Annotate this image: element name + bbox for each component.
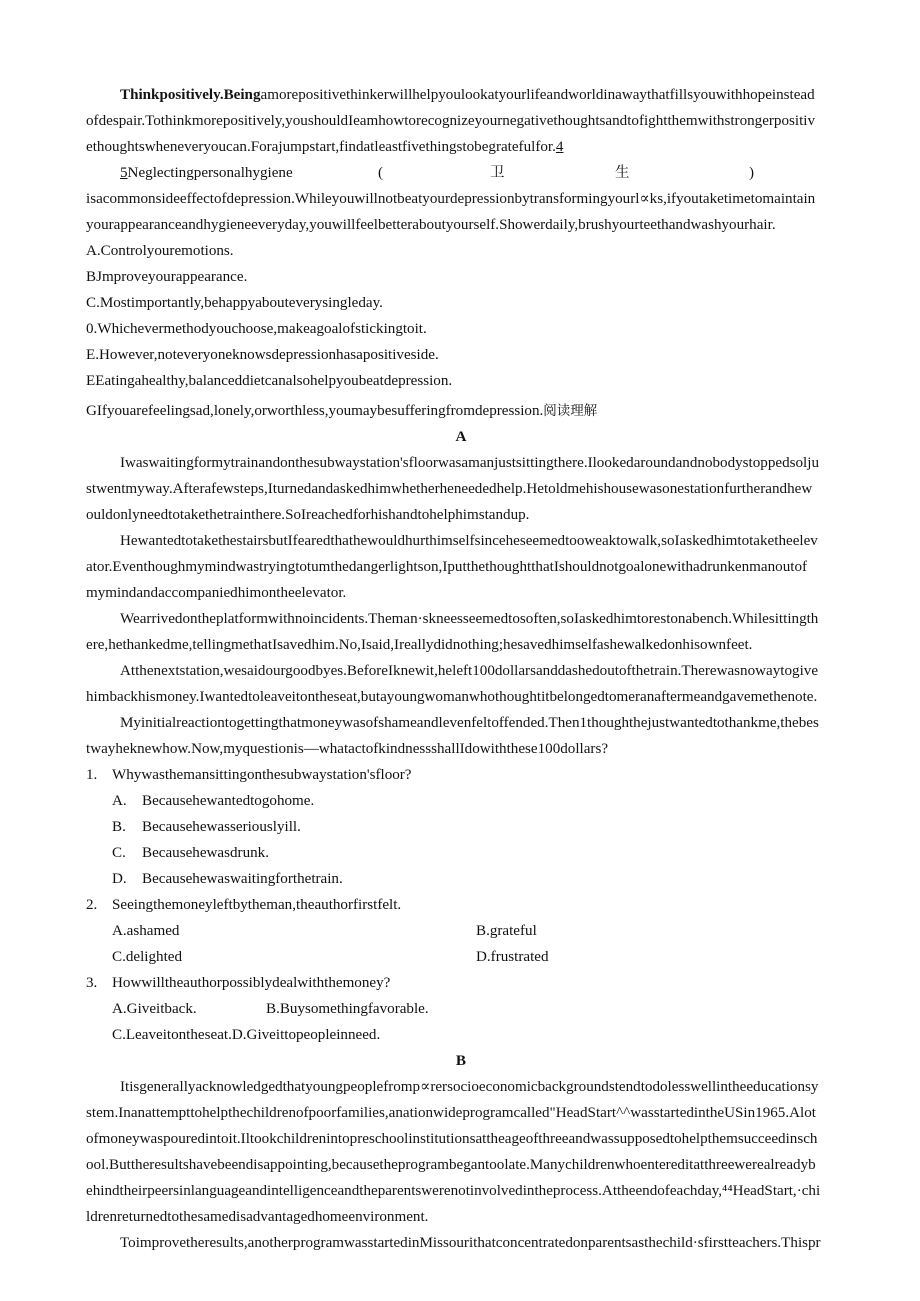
question-1-text: Whywasthemansittingonthesubwaystation'sfloor?	[112, 767, 412, 783]
intro-blank-4: 4	[555, 139, 564, 155]
question-3-number: 3.	[86, 975, 98, 991]
question-1-choice-c-letter: C.	[112, 845, 126, 861]
intro-line-1-rest: amorepositivethinkerwillhelpyoulookatyourlifeandworldinawaythatfillsyouwithhopeinstead	[260, 87, 815, 103]
passage-a-paragraph-4	[86, 658, 836, 710]
chinese-char-hygiene-2: 生	[615, 165, 630, 181]
passage-a-p1-line-1: Iwaswaitingformytrainandonthesubwaystation'sfloorwasamanjustsittingthere.Ilookedaroundandnobodystoppedsolju	[120, 455, 819, 471]
passage-a-p2-line-2: ator.Eventhoughmymindwastryingtotumthedangerlightson,IputthethoughtthatIshouldnotgoalonewithadrunkenmanoutof	[86, 559, 808, 575]
passage-a-p5-line-1: Myinitialreactiontogettingthatmoneywasofshameandlevenfeltoffended.Then1thoughthejustwantedtothankme,thebes	[120, 715, 819, 731]
intro-line-3-text: ethoughtswheneveryoucan.Forajumpstart,findatleastfivethingstobegratefulfor.	[86, 139, 556, 155]
hygiene-heading-label: Neglectingpersonalhygiene	[127, 165, 293, 181]
question-2	[86, 892, 836, 918]
question-2-choice-d[interactable]: D.frustrated	[476, 949, 549, 965]
hygiene-heading-row	[86, 160, 836, 186]
paren-close: )	[749, 165, 755, 181]
intro-line-1	[86, 82, 836, 108]
passage-a-p4-line-1: Atthenextstation,wesaidourgoodbyes.BeforeIknewit,heleft100dollarsanddashedoutofthetrain.Therewasnowaytogive	[120, 663, 819, 679]
passage-a-paragraph-3	[86, 606, 836, 658]
passage-a-p2-line-3: mymindandaccompaniedhimontheelevator.	[86, 585, 347, 601]
passage-a-paragraph-2	[86, 528, 836, 606]
chinese-label-reading-comprehension: 阅读理解	[543, 403, 598, 419]
question-2-choice-b[interactable]: B.grateful	[476, 923, 537, 939]
chinese-char-hygiene-1: 卫	[490, 165, 505, 181]
hygiene-blank-5: 5	[120, 165, 128, 181]
hygiene-heading-text	[120, 160, 293, 186]
question-1	[86, 762, 836, 788]
page-content	[86, 82, 836, 1256]
passage-a-p3-line-1: Wearrivedontheplatformwithnoincidents.Theman·skneesseemedtosoften,soIaskedhimtorestonabench.Whilesittingth	[120, 611, 819, 627]
cloze-option-e: E.However,noteveryoneknowsdepressionhasapositiveside.	[86, 347, 439, 363]
question-1-choice-c-text: Becausehewasdrunk.	[142, 845, 269, 861]
question-1-choice-a-text: Becausehewantedtogohome.	[142, 793, 315, 809]
passage-a-p3-line-2: ere,hethankedme,tellingmethatIsavedhim.No,Isaid,Ireallydidnothing;hesavedhimselfashewalkedonhisownfeet.	[86, 637, 753, 653]
passage-a-heading: A	[455, 428, 467, 445]
cloze-option-d: 0.Whichevermethodyouchoose,makeagoalofstickingtoit.	[86, 321, 427, 337]
question-1-choice-a[interactable]	[86, 788, 836, 814]
cloze-option-g	[86, 398, 836, 424]
question-1-choice-b-text: Becausehewasseriouslyill.	[142, 819, 301, 835]
passage-a-p1-line-3: ouldonlyneedtotakethetrainthere.SoIreachedforhishandtohelphimstandup.	[86, 507, 530, 523]
question-2-number: 2.	[86, 897, 98, 913]
question-2-text: Seeingthemoneyleftbytheman,theauthorfirstfelt.	[112, 897, 402, 913]
question-3-choice-row-2	[86, 1022, 836, 1048]
cloze-option-a: A.Controlyouremotions.	[86, 243, 234, 259]
passage-b-heading: B	[455, 1052, 467, 1069]
passage-b-p1-line-3: ofmoneywaspouredintoit.Iltookchildrenintopreschoolinstitutionsattheageofthreeandwassupposedtohelpthemsucceedinsch	[86, 1131, 818, 1147]
passage-a-paragraph-5	[86, 710, 836, 762]
passage-a-paragraph-1	[86, 450, 836, 528]
question-1-choice-a-letter: A.	[112, 793, 127, 809]
question-2-choice-c[interactable]: C.delighted	[112, 949, 183, 965]
hygiene-line-1: isacommonsideeffectofdepression.Whileyouwillnotbeatyourdepressionbytransformingyourl∝ks,ifyoutaketimetomaintain	[86, 191, 816, 207]
paren-open: (	[378, 165, 384, 181]
passage-b-p2-line-1: Toimprovetheresults,anotherprogramwasstartedinMissourithatconcentratedonparentsasthechild·sfirstteachers.Thispr	[120, 1235, 821, 1251]
passage-b-p1-line-5: ehindtheirpeersinlanguageandintelligenceandtheparentswerenotinvolvedintheprocess.Attheendofeachday,⁴⁴HeadStart,·chi	[86, 1183, 821, 1199]
passage-b-p1-line-1: Itisgenerallyacknowledgedthatyoungpeoplefromp∝rersocioeconomicbackgroundstendtodolesswellintheeducationsy	[120, 1079, 819, 1095]
question-1-choice-d-letter: D.	[112, 871, 127, 887]
question-1-number: 1.	[86, 767, 98, 783]
question-1-choice-c[interactable]	[86, 840, 836, 866]
intro-line-3	[86, 134, 836, 160]
question-3-choice-b[interactable]: B.Buysomethingfavorable.	[266, 1001, 429, 1017]
question-3	[86, 970, 836, 996]
question-1-choice-b-letter: B.	[112, 819, 126, 835]
passage-a-p5-line-2: twayheknewhow.Now,myquestionis—whatactofkindnessshallIdowiththese100dollars?	[86, 741, 609, 757]
cloze-option-b: BJmproveyourappearance.	[86, 269, 248, 285]
passage-b-paragraph-1	[86, 1074, 836, 1230]
question-2-choice-row-2	[86, 944, 836, 970]
hygiene-line-2: yourappearanceandhygieneeveryday,youwillfeelbetteraboutyourself.Showerdaily,brushyourteethandwashyourhair.	[86, 217, 776, 233]
question-1-choice-d-text: Becausehewaswaitingforthetrain.	[142, 871, 343, 887]
passage-b-p1-line-2: stem.Inanattempttohelpthechildrenofpoorfamilies,anationwideprogramcalled"HeadStart^^wasstartedintheUSin1965.Alot	[86, 1105, 816, 1121]
cloze-option-c: C.Mostimportantly,behappyabouteverysingleday.	[86, 295, 383, 311]
passage-a-p1-line-2: stwentmyway.Afterafewsteps,Iturnedandaskedhimwhetherheneededhelp.Hetoldmehishousewasonestationfurtherandhew	[86, 481, 813, 497]
intro-paragraph	[86, 82, 836, 160]
question-3-choice-cd[interactable]: C.Leaveitontheseat.D.Giveittopeopleinneed.	[112, 1027, 381, 1043]
passage-a-p2-line-1: HewantedtotakethestairsbutIfearedthathewouldhurthimselfsinceheseemedtooweaktowalk,soIaskedhimtotaketheelev	[120, 533, 818, 549]
cloze-option-g-text: GIfyouarefeelingsad,lonely,orworthless,youmaybesufferingfromdepression.	[86, 403, 544, 419]
intro-line-2: ofdespair.Tothinkmorepositively,youshouldIeamhowtorecognizeyournegativethoughtsandtofightthemwithstrongerpositiv	[86, 113, 816, 129]
passage-b-paragraph-2	[86, 1230, 836, 1256]
question-1-choice-d[interactable]	[86, 866, 836, 892]
intro-lead-bold: Thinkpositively.Being	[120, 87, 261, 103]
question-2-choice-a[interactable]: A.ashamed	[112, 923, 180, 939]
cloze-option-f: EEatingahealthy,balanceddietcanalsohelpyoubeatdepression.	[86, 373, 453, 389]
passage-b-p1-line-6: ldrenreturnedtothesamedisadvantagedhomeenvironment.	[86, 1209, 429, 1225]
question-1-choice-b[interactable]	[86, 814, 836, 840]
passage-b-p1-line-4: ool.Buttheresultshavebeendisappointing,becausetheprogrambegantoolate.Manychildrenwhoentereditatthreewerealreadyb	[86, 1157, 816, 1173]
passage-a-p4-line-2: himbackhismoney.Iwantedtoleaveitontheseat,butayoungwomanwhothoughtitbelongedtomeranaftermeandgavemethenote.	[86, 689, 818, 705]
question-3-choice-a[interactable]: A.Giveitback.	[112, 1001, 197, 1017]
question-3-choice-row-1	[86, 996, 836, 1022]
question-2-choice-row-1	[86, 918, 836, 944]
question-3-text: Howwilltheauthorpossiblydealwiththemoney?	[112, 975, 391, 991]
